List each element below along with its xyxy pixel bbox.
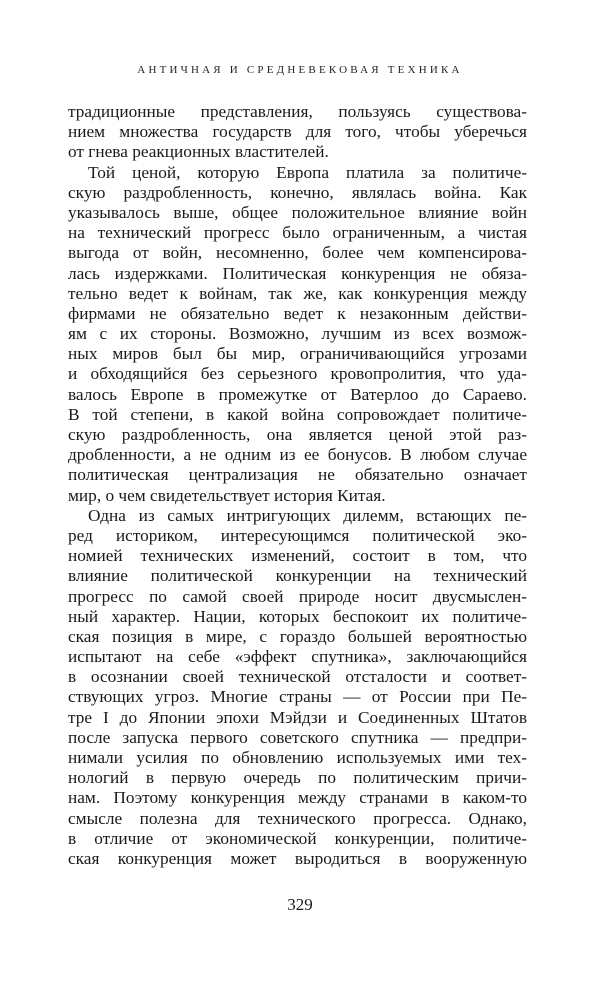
text-line: на технический прогресс было ограниченным, а чистая <box>68 223 527 243</box>
text-line: валось Европе в промежутке от Ватерлоо до Сараево. <box>68 384 527 404</box>
text-line: нимали усилия по обновлению используемых ими тех- <box>68 748 527 767</box>
text-line: ям с их стороны. Возможно, лучшим из всех возмож- <box>68 324 527 344</box>
text-line: номией технических изменений, состоит в том, что <box>68 546 527 566</box>
text-line: влияние политической конкуренции на технический <box>68 566 527 586</box>
text-line: ред историком, интересующимся политической эко- <box>68 525 527 545</box>
text-line: традиционные представления, пользуясь существова- <box>68 102 527 121</box>
text-line: после запуска первого советского спутника — предпри- <box>68 727 527 747</box>
text-line: от гнева реакционных властителей. <box>68 142 329 162</box>
text-line: Той ценой, которую Европа платила за политиче- <box>88 162 527 182</box>
text-line: указывалось выше, общее положительное влияние войн <box>68 202 527 222</box>
page-number: 329 <box>287 895 313 914</box>
text-line: В той степени, в какой война сопровождает политиче- <box>68 404 527 424</box>
text-line: ствующих угроз. Многие страны — от России при Пе- <box>68 687 527 707</box>
text-line: мир, о чем свидетельствует история Китая. <box>68 485 386 505</box>
text-line: дробленности, а не одним из ее бонусов. В любом случае <box>68 445 527 465</box>
text-line: фирмами не обязательно ведет к незаконным действи- <box>68 303 527 323</box>
text-line: и обходящийся без серьезного кровопролития, что уда- <box>68 364 527 384</box>
text-line: в осознании своей технической отсталости и соответ- <box>68 667 527 687</box>
text-line: в отличие от экономической конкуренции, политиче- <box>68 828 527 848</box>
text-line: тельно ведет к войнам, так же, как конкуренция между <box>68 283 527 303</box>
text-line: лась издержками. Политическая конкуренция не обяза- <box>68 263 527 283</box>
text-line: выгода от войн, несомненно, более чем компенсирова- <box>68 243 527 263</box>
text-line: нологий в первую очередь по политическим причи- <box>68 768 527 788</box>
text-line: смысле полезна для технического прогресса. Однако, <box>68 808 527 828</box>
text-line: скую раздробленность, она является ценой этой раз- <box>68 425 527 444</box>
text-line: скую раздробленность, конечно, являлась война. Как <box>68 182 527 202</box>
text-line: ская позиция в мире, с гораздо большей вероятностью <box>68 626 527 646</box>
text-line: испытают на себе «эффект спутника», заключающийся <box>68 647 527 667</box>
text-line: ская конкуренция может выродиться в вооруженную <box>68 848 527 868</box>
body-text <box>68 102 527 869</box>
text-line: Одна из самых интригующих дилемм, встающих пе- <box>88 505 527 525</box>
text-line: ный характер. Нации, которых беспокоит их политиче- <box>68 606 527 626</box>
text-line: нам. Поэтому конкуренция между странами в каком-то <box>68 788 527 808</box>
text-line: политическая централизация не обязательно означает <box>68 465 527 485</box>
text-line: нием множества государств для того, чтобы уберечься <box>68 122 527 142</box>
text-line: прогресс по самой своей природе носит двусмыслен- <box>68 586 527 606</box>
running-header: АНТИЧНАЯ И СРЕДНЕВЕКОВАЯ ТЕХНИКА <box>137 64 463 76</box>
text-line: тре I до Японии эпохи Мэйдзи и Соединенных Штатов <box>68 707 527 727</box>
text-line: ных миров был бы мир, ограничивающийся угрозами <box>68 344 527 364</box>
